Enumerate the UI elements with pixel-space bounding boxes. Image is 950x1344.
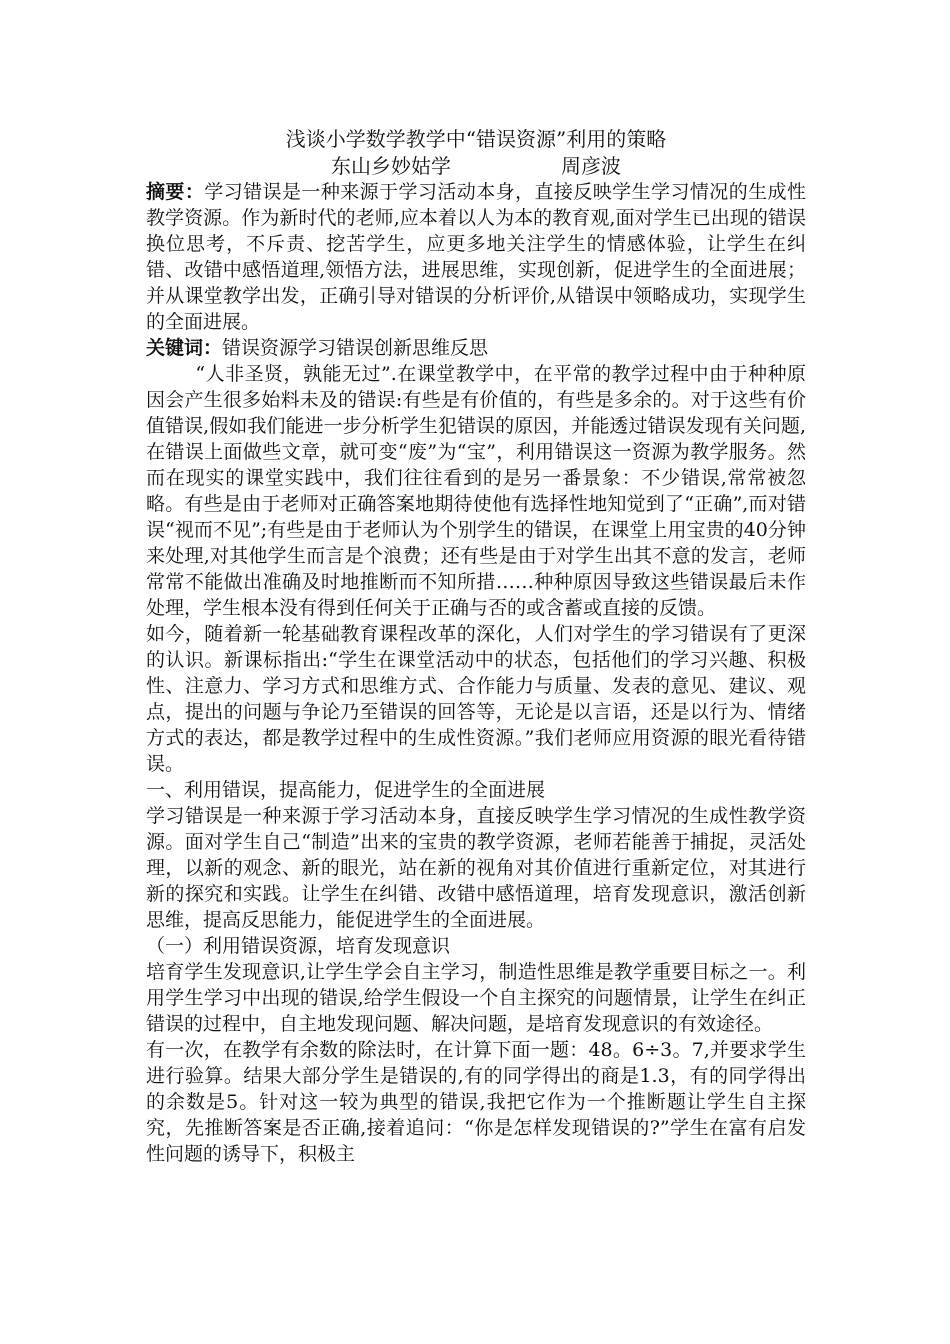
abstract-paragraph xyxy=(146,179,806,335)
document-body xyxy=(146,126,806,1167)
keywords-label: 关键词： xyxy=(146,337,223,359)
body-paragraph-intro: “人非圣贤，孰能无过”.在课堂教学中，在平常的教学过程中由于种种原因会产生很多始料未及的错误:有些是有价值的，有些是多余的。对于这些有价值错误,假如我们能进一步分析学生犯错误的原因，并能透过错误发现有关问题,在错误上面做些文章，就可变“废”为“宝”，利用错误这一资源为教学服务。然而在现实的课堂实践中，我们往往看到的是另一番景象：不少错误,常常被忽略。有些是由于老师对正确答案地期待使他有选择性地知觉到了“正确”,而对错误“视而不见”;有些是由于老师认为个别学生的错误，在课堂上用宝贵的40分钟来处理,对其他学生而言是个浪费；还有些是由于对学生出其不意的发言，老师常常不能做出准确及时地推断而不知所措……种种原因导致这些错误最后未作处理，学生根本没有得到任何关于正确与否的或含蓄或直接的反馈。 xyxy=(146,363,806,619)
document-title: 浅谈小学数学教学中“错误资源”利用的策略 xyxy=(285,127,667,151)
body-paragraph-section-1: 学习错误是一种来源于学习活动本身，直接反映学生学习情况的生成性教学资源。面对学生自己“制造”出来的宝贵的教学资源，老师若能善于捕捉，灵活处理，以新的观念、新的眼光，站在新的视角对其价值进行重新定位，对其进行新的探究和实践。让学生在纠错、改错中感悟道理，培育发现意识，激活创新思维，提高反思能力，能促进学生的全面进展。 xyxy=(146,805,806,931)
section-heading-1: 一、利用错误，提高能力，促进学生的全面进展 xyxy=(146,779,546,801)
body-paragraph-subsection-1: 培育学生发现意识,让学生学会自主学习，制造性思维是教学重要目标之一。利用学生学习中出现的错误,给学生假设一个自主探究的问题情景，让学生在纠正错误的过程中，自主地发现问题、解决问题，是培育发现意识的有效途径。 xyxy=(146,961,806,1035)
subsection-heading-1: （一）利用错误资源，培育发现意识 xyxy=(146,935,451,957)
keywords-text: 错误资源学习错误创新思维反思 xyxy=(222,337,489,359)
author-name: 周彦波 xyxy=(561,154,621,178)
abstract-label: 摘要： xyxy=(146,181,205,203)
body-paragraph-curriculum: 如今，随着新一轮基础教育课程改革的深化，人们对学生的学习错误有了更深的认识。新课标指出:“学生在课堂活动中的状态，包括他们的学习兴趣、积极性、注意力、学习方式和思维方式、合作能力与质量、发表的意见、建议、观点，提出的问题与争论乃至错误的回答等，无论是以言语，还是以行为、情绪方式的表达，都是教学过程中的生成性资源。”我们老师应用资源的眼光看待错误。 xyxy=(146,623,806,775)
author-school: 东山乡妙姑学 xyxy=(331,154,451,178)
author-line xyxy=(146,153,806,179)
body-paragraph-example: 有一次，在教学有余数的除法时，在计算下面一题：48。6÷3。7,并要求学生进行验算。结果大部分学生是错误的,有的同学得出的商是1.3，有的同学得出的余数是5。针对这一较为典型的错误,我把它作为一个推断题让学生自主探究，先推断答案是否正确,接着追问：“你是怎样发现错误的?”学生在富有启发性问题的诱导下，积极主 xyxy=(146,1039,806,1165)
keywords-paragraph xyxy=(146,335,806,361)
abstract-text: 学习错误是一种来源于学习活动本身，直接反映学生学习情况的生成性教学资源。作为新时代的老师,应本着以人为本的教育观,面对学生已出现的错误换位思考，不斥责、挖苦学生，应更多地关注学生的情感体验，让学生在纠错、改错中感悟道理,领悟方法，进展思维，实现创新，促进学生的全面进展；并从课堂教学出发，正确引导对错误的分析评价,从错误中领略成功，实现学生的全面进展。 xyxy=(146,181,806,333)
